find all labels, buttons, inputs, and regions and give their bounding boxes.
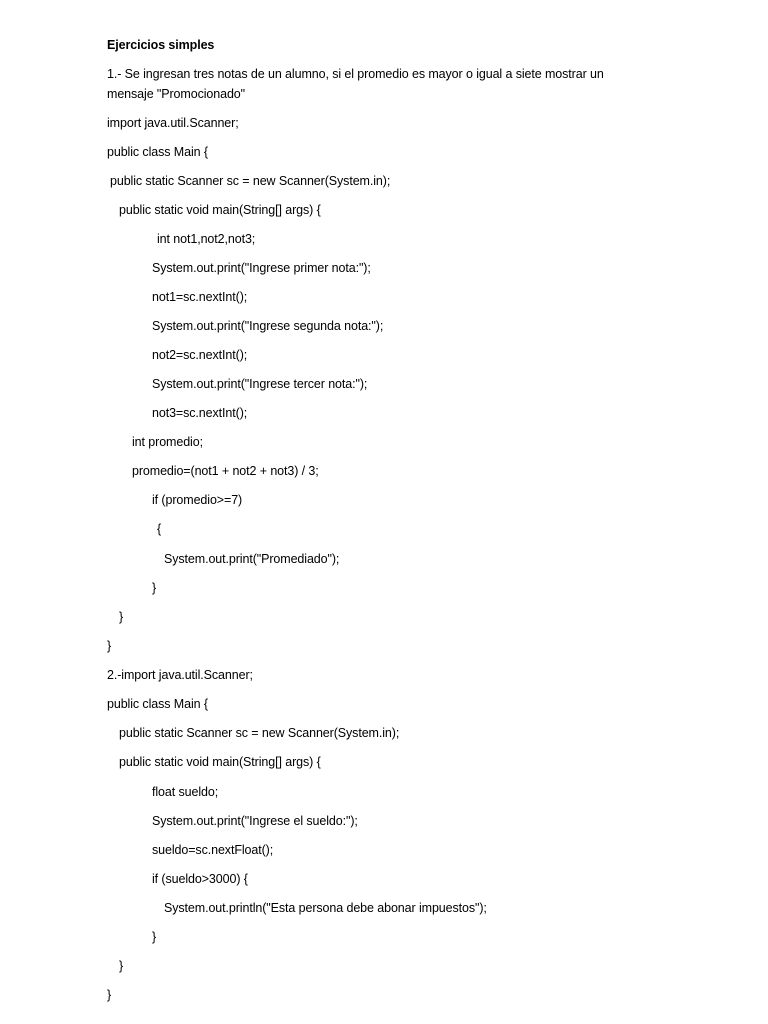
code-line: System.out.print("Promediado"); (164, 552, 340, 566)
code-line: } (107, 988, 112, 1002)
code-line: } (152, 930, 157, 944)
code-line: } (119, 959, 124, 973)
code-line: sueldo=sc.nextFloat(); (152, 843, 274, 857)
exercise1-statement-line1: 1.- Se ingresan tres notas de un alumno, si el promedio es mayor o igual a siete mostrar un (107, 67, 604, 81)
code-line: } (107, 639, 112, 653)
code-line: System.out.print("Ingrese primer nota:"); (152, 261, 371, 275)
code-line: not2=sc.nextInt(); (152, 348, 248, 362)
code-line: import java.util.Scanner; (107, 116, 239, 130)
code-line: public static Scanner sc = new Scanner(System.in); (119, 726, 400, 740)
document-title: Ejercicios simples (107, 38, 215, 52)
code-line: System.out.print("Ingrese segunda nota:"); (152, 319, 384, 333)
code-line: int promedio; (132, 435, 203, 449)
code-line: System.out.print("Ingrese tercer nota:"); (152, 377, 368, 391)
code-line: promedio=(not1 + not2 + not3) / 3; (132, 464, 319, 478)
code-line: 2.-import java.util.Scanner; (107, 668, 253, 682)
code-line: public static void main(String[] args) { (119, 755, 321, 769)
exercise1-statement-line2: mensaje "Promocionado" (107, 87, 245, 101)
code-line: if (sueldo>3000) { (152, 872, 248, 886)
code-line: public static void main(String[] args) { (119, 203, 321, 217)
code-line: not3=sc.nextInt(); (152, 406, 248, 420)
code-line: System.out.println("Esta persona debe abonar impuestos"); (164, 901, 487, 915)
code-line: float sueldo; (152, 785, 219, 799)
code-line: public class Main { (107, 145, 208, 159)
code-line: } (119, 610, 124, 624)
code-line: if (promedio>=7) (152, 493, 243, 507)
code-line: int not1,not2,not3; (157, 232, 256, 246)
code-line: System.out.print("Ingrese el sueldo:"); (152, 814, 358, 828)
code-line: public class Main { (107, 697, 208, 711)
code-line: public static Scanner sc = new Scanner(System.in); (110, 174, 391, 188)
code-line: not1=sc.nextInt(); (152, 290, 248, 304)
code-line: } (152, 581, 157, 595)
code-line: { (157, 522, 162, 536)
